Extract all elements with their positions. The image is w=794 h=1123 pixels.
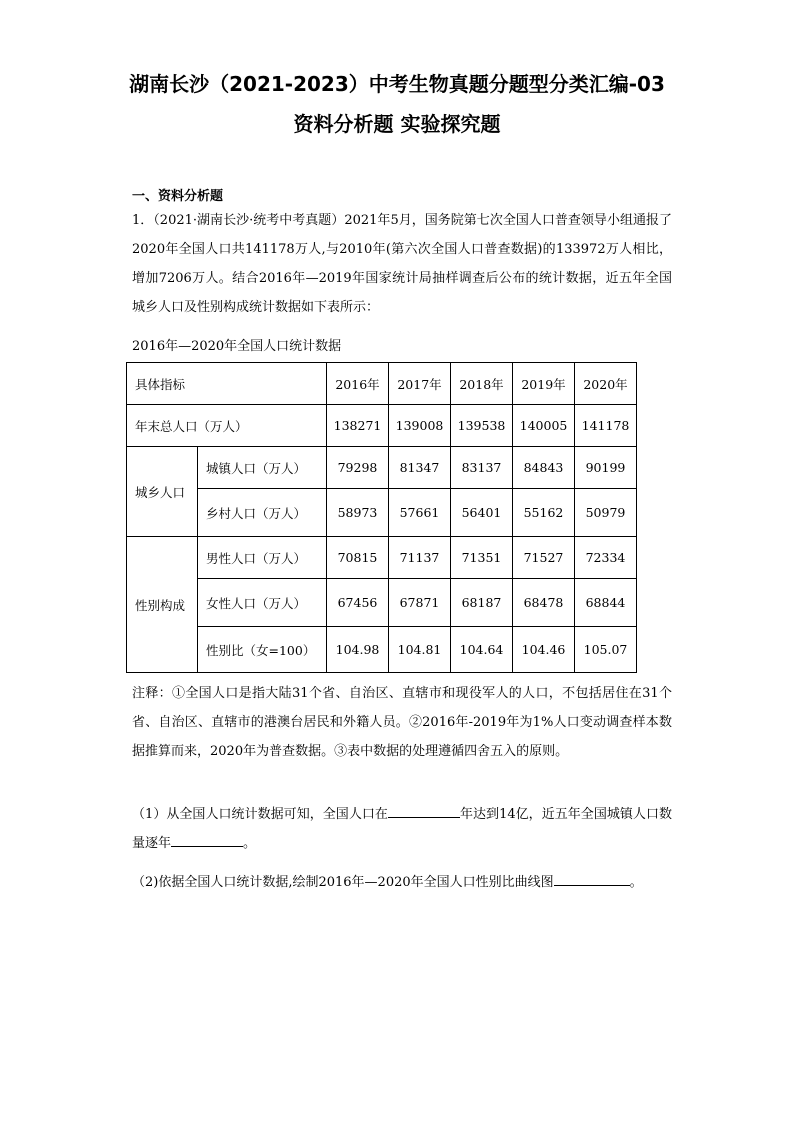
header-year-cell: 2019年 bbox=[513, 363, 575, 405]
value-cell: 50979 bbox=[575, 489, 637, 537]
sub-question-2-text-a: （2)依据全国人口统计数据,绘制2016年—2020年全国人口性别比曲线图 bbox=[132, 875, 554, 890]
row-label-cell: 城镇人口（万人） bbox=[198, 447, 327, 489]
value-cell: 68478 bbox=[513, 579, 575, 627]
value-cell: 139008 bbox=[389, 405, 451, 447]
value-cell: 104.81 bbox=[389, 627, 451, 673]
answer-blank[interactable] bbox=[388, 803, 460, 818]
value-cell: 83137 bbox=[451, 447, 513, 489]
value-cell: 68187 bbox=[451, 579, 513, 627]
table-row bbox=[127, 537, 637, 579]
row-label-cell: 年末总人口（万人） bbox=[127, 405, 327, 447]
group-label-cell: 城乡人口 bbox=[127, 447, 198, 537]
value-cell: 67456 bbox=[327, 579, 389, 627]
header-year-cell: 2017年 bbox=[389, 363, 451, 405]
row-label-cell: 性别比（女=100） bbox=[198, 627, 327, 673]
value-cell: 72334 bbox=[575, 537, 637, 579]
sub-question-1-text-c: 。 bbox=[243, 836, 257, 851]
value-cell: 90199 bbox=[575, 447, 637, 489]
value-cell: 84843 bbox=[513, 447, 575, 489]
value-cell: 81347 bbox=[389, 447, 451, 489]
table-note: 注释：①全国人口是指大陆31个省、自治区、直辖市和现役军人的人口，不包括居住在31个省、自治区、直辖市的港澳台居民和外籍人员。②2016年-2019年为1%人口变动调查样本数据推算而来，2020年为普查数据。③表中数据的处理遵循四舍五入的原则。 bbox=[132, 686, 672, 759]
sub-question-1-text-b: 年达到14亿，近五年全国城镇人口数量逐年 bbox=[132, 807, 673, 851]
value-cell: 71527 bbox=[513, 537, 575, 579]
row-label-cell: 女性人口（万人） bbox=[198, 579, 327, 627]
sub-question-2-text-b: 。 bbox=[629, 875, 643, 890]
header-year-cell: 2016年 bbox=[327, 363, 389, 405]
header-label-cell: 具体指标 bbox=[127, 363, 327, 405]
value-cell: 58973 bbox=[327, 489, 389, 537]
table-row bbox=[127, 627, 637, 673]
value-cell: 104.98 bbox=[327, 627, 389, 673]
value-cell: 104.46 bbox=[513, 627, 575, 673]
answer-blank[interactable] bbox=[554, 871, 630, 886]
row-label-cell: 男性人口（万人） bbox=[198, 537, 327, 579]
section-heading: 一、资料分析题 bbox=[132, 189, 224, 204]
value-cell: 139538 bbox=[451, 405, 513, 447]
value-cell: 79298 bbox=[327, 447, 389, 489]
sub-question-1 bbox=[132, 800, 672, 858]
value-cell: 55162 bbox=[513, 489, 575, 537]
value-cell: 141178 bbox=[575, 405, 637, 447]
header-year-cell: 2020年 bbox=[575, 363, 637, 405]
value-cell: 68844 bbox=[575, 579, 637, 627]
population-table bbox=[126, 362, 637, 673]
value-cell: 67871 bbox=[389, 579, 451, 627]
question-intro: 1．（2021·湖南长沙·统考中考真题）2021年5月，国务院第七次全国人口普查领导小组通报了2020年全国人口共141178万人,与2010年(第六次全国人口普查数据)的133972万人相比，增加7206万人。结合2016年—2019年国家统计局抽样调查后公布的统计数据，近五年全国城乡人口及性别构成统计数据如下表所示： bbox=[132, 213, 672, 315]
value-cell: 56401 bbox=[451, 489, 513, 537]
row-label-cell: 乡村人口（万人） bbox=[198, 489, 327, 537]
table-row-total bbox=[127, 405, 637, 447]
header-year-cell: 2018年 bbox=[451, 363, 513, 405]
value-cell: 105.07 bbox=[575, 627, 637, 673]
value-cell: 104.64 bbox=[451, 627, 513, 673]
table-row bbox=[127, 489, 637, 537]
group-label-cell: 性别构成 bbox=[127, 537, 198, 673]
table-row bbox=[127, 447, 637, 489]
value-cell: 70815 bbox=[327, 537, 389, 579]
value-cell: 57661 bbox=[389, 489, 451, 537]
value-cell: 71137 bbox=[389, 537, 451, 579]
value-cell: 140005 bbox=[513, 405, 575, 447]
sub-question-2 bbox=[132, 868, 672, 897]
value-cell: 138271 bbox=[327, 405, 389, 447]
table-caption: 2016年—2020年全国人口统计数据 bbox=[132, 339, 342, 354]
value-cell: 71351 bbox=[451, 537, 513, 579]
sub-question-1-text-a: （1）从全国人口统计数据可知，全国人口在 bbox=[132, 807, 388, 822]
table-header-row bbox=[127, 363, 637, 405]
page-title: 湖南长沙（2021-2023）中考生物真题分题型分类汇编-03资料分析题 实验探究题 bbox=[129, 72, 665, 136]
table-row bbox=[127, 579, 637, 627]
answer-blank[interactable] bbox=[171, 832, 243, 847]
